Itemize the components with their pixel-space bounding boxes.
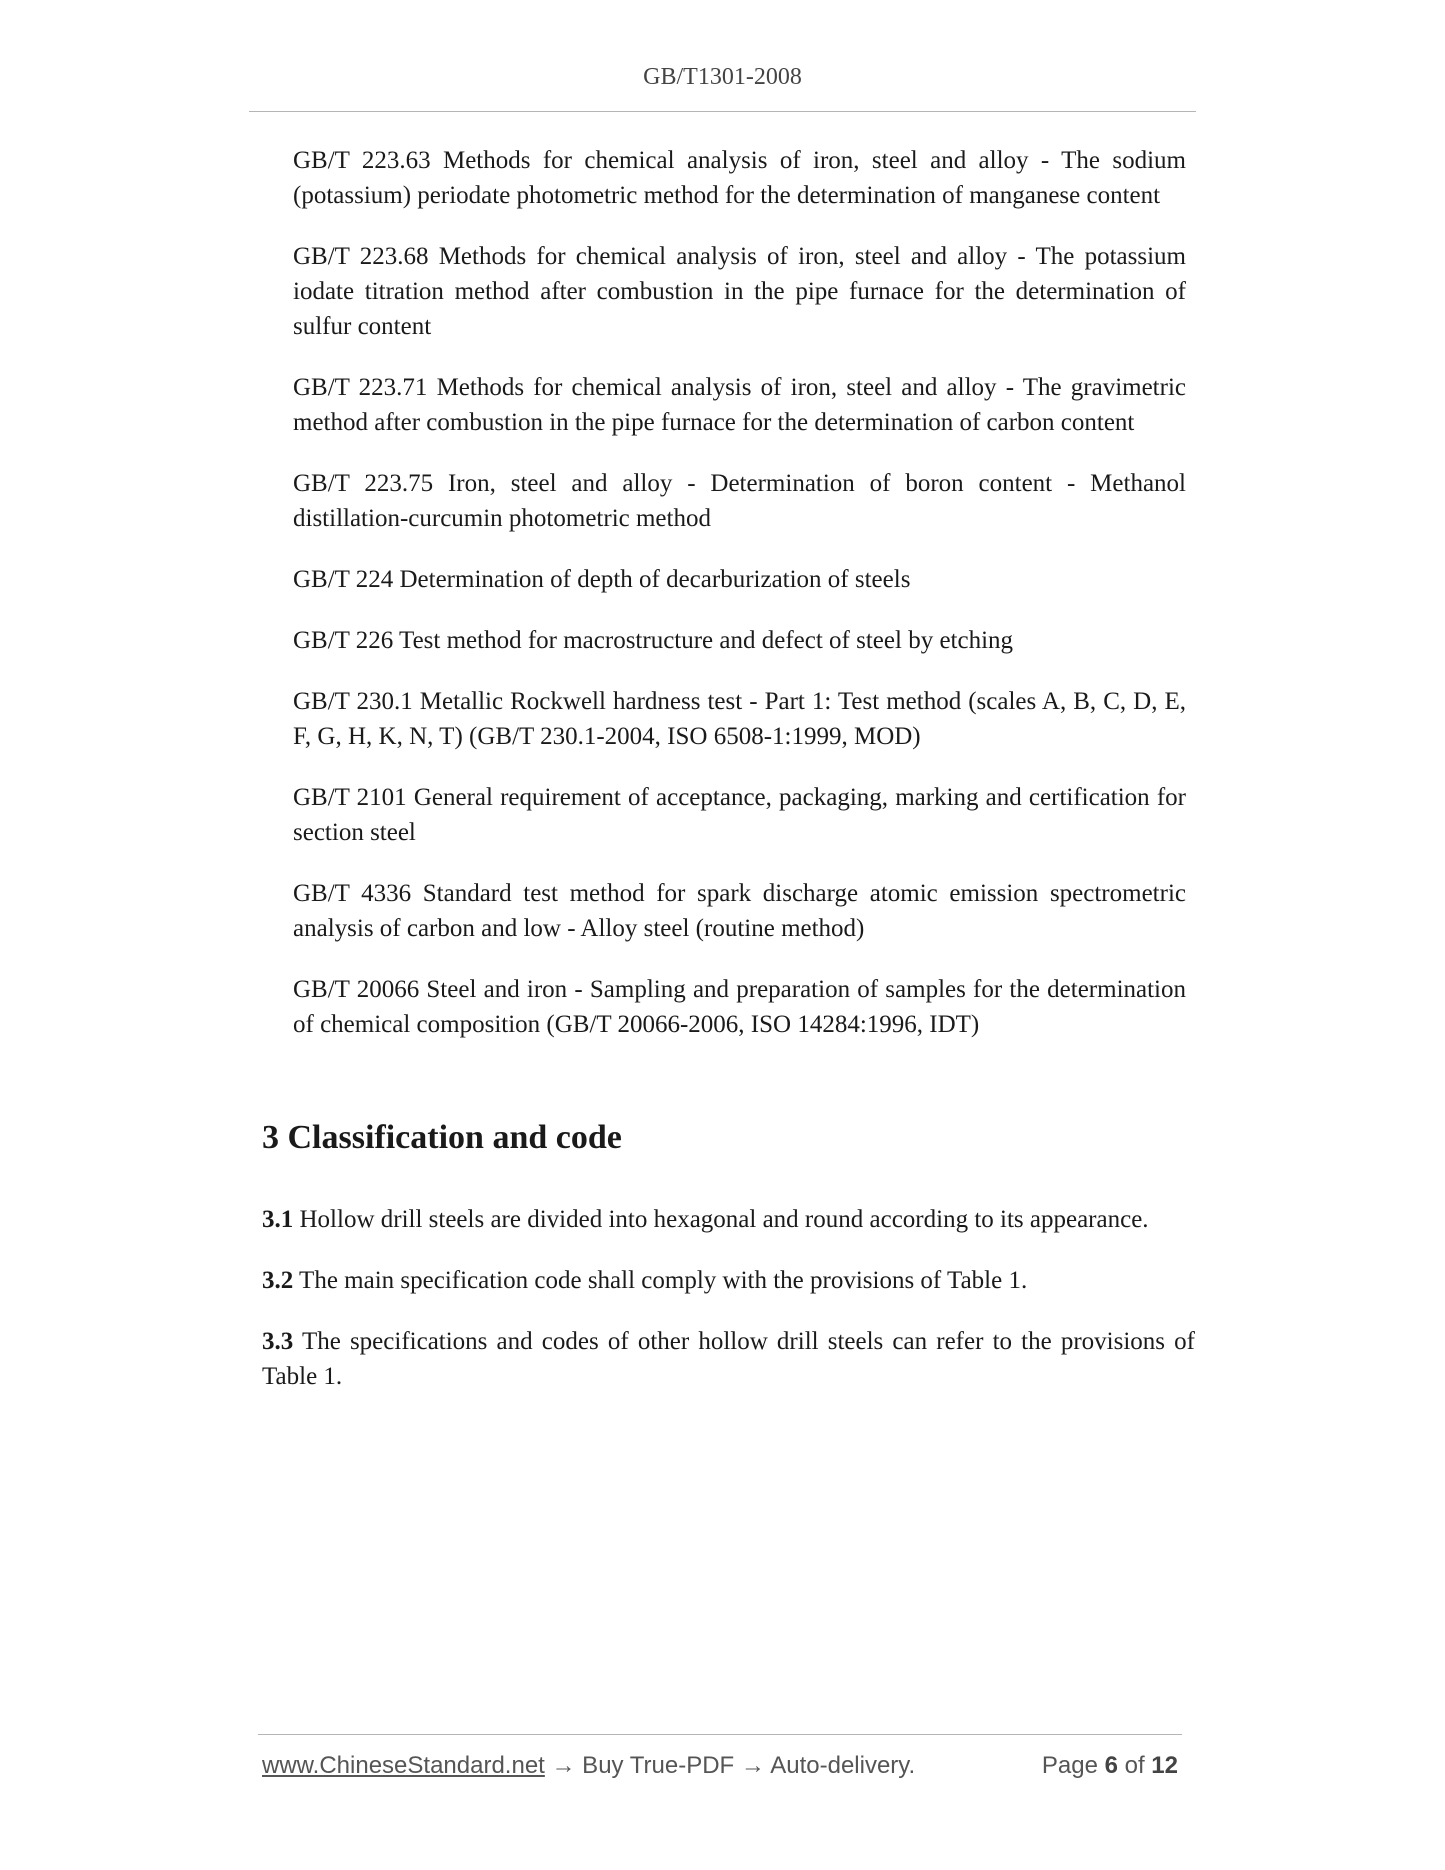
reference-item: GB/T 224 Determination of depth of decarburization of steels (293, 566, 911, 593)
reference-item: GB/T 20066 Steel and iron - Sampling and preparation of samples for the determination of chemical composition (GB/T 20066-2006, ISO 14284:1996, IDT) (293, 976, 1186, 1038)
clause-number: 3.1 (262, 1206, 294, 1233)
reference-item: GB/T 223.63 Methods for chemical analysis of iron, steel and alloy - The sodium (potassium) periodate photometric method for the determination of manganese content (293, 147, 1186, 209)
clause-3-2 (262, 1263, 1195, 1298)
reference-item: GB/T 230.1 Metallic Rockwell hardness test - Part 1: Test method (scales A, B, C, D, E, F, G, H, K, N, T) (GB/T 230.1-2004, ISO 6508-1:1999, MOD) (293, 688, 1186, 750)
clause-3-1 (262, 1202, 1195, 1237)
page-footer (262, 1752, 1182, 1780)
clause-3-3 (262, 1324, 1195, 1394)
clause-number: 3.2 (262, 1267, 294, 1294)
reference-item: GB/T 223.68 Methods for chemical analysis of iron, steel and alloy - The potassium iodate titration method after combustion in the pipe furnace for the determination of sulfur content (293, 243, 1186, 340)
document-header: GB/T1301-2008 (643, 64, 802, 90)
page-total: 12 (1151, 1752, 1178, 1779)
normative-references-list (293, 143, 1186, 1068)
footer-promo: → Buy True-PDF → Auto-delivery. (544, 1752, 916, 1779)
footer-divider (258, 1734, 1182, 1735)
section-heading: 3 Classification and code (262, 1119, 622, 1156)
page-current: 6 (1104, 1752, 1118, 1779)
header-divider (249, 111, 1196, 112)
clause-number: 3.3 (262, 1328, 294, 1355)
reference-item: GB/T 2101 General requirement of acceptance, packaging, marking and certification for section steel (293, 784, 1186, 846)
reference-item: GB/T 4336 Standard test method for spark discharge atomic emission spectrometric analysis of carbon and low - Alloy steel (routine method) (293, 880, 1186, 942)
reference-item: GB/T 226 Test method for macrostructure and defect of steel by etching (293, 627, 1014, 654)
clause-text: The specifications and codes of other hollow drill steels can refer to the provisions of Table 1. (262, 1328, 1195, 1390)
reference-item: GB/T 223.71 Methods for chemical analysis of iron, steel and alloy - The gravimetric method after combustion in the pipe furnace for the determination of carbon content (293, 374, 1186, 436)
clause-list (262, 1202, 1195, 1420)
reference-item: GB/T 223.75 Iron, steel and alloy - Determination of boron content - Methanol distillation-curcumin photometric method (293, 470, 1186, 532)
page-label: Page (1041, 1752, 1105, 1779)
page-of: of (1117, 1752, 1152, 1779)
website-link[interactable]: www.ChineseStandard.net (262, 1752, 545, 1779)
page-indicator (1042, 1752, 1178, 1780)
clause-text: The main specification code shall comply with the provisions of Table 1. (293, 1267, 1028, 1294)
clause-text: Hollow drill steels are divided into hexagonal and round according to its appearance. (293, 1206, 1149, 1233)
